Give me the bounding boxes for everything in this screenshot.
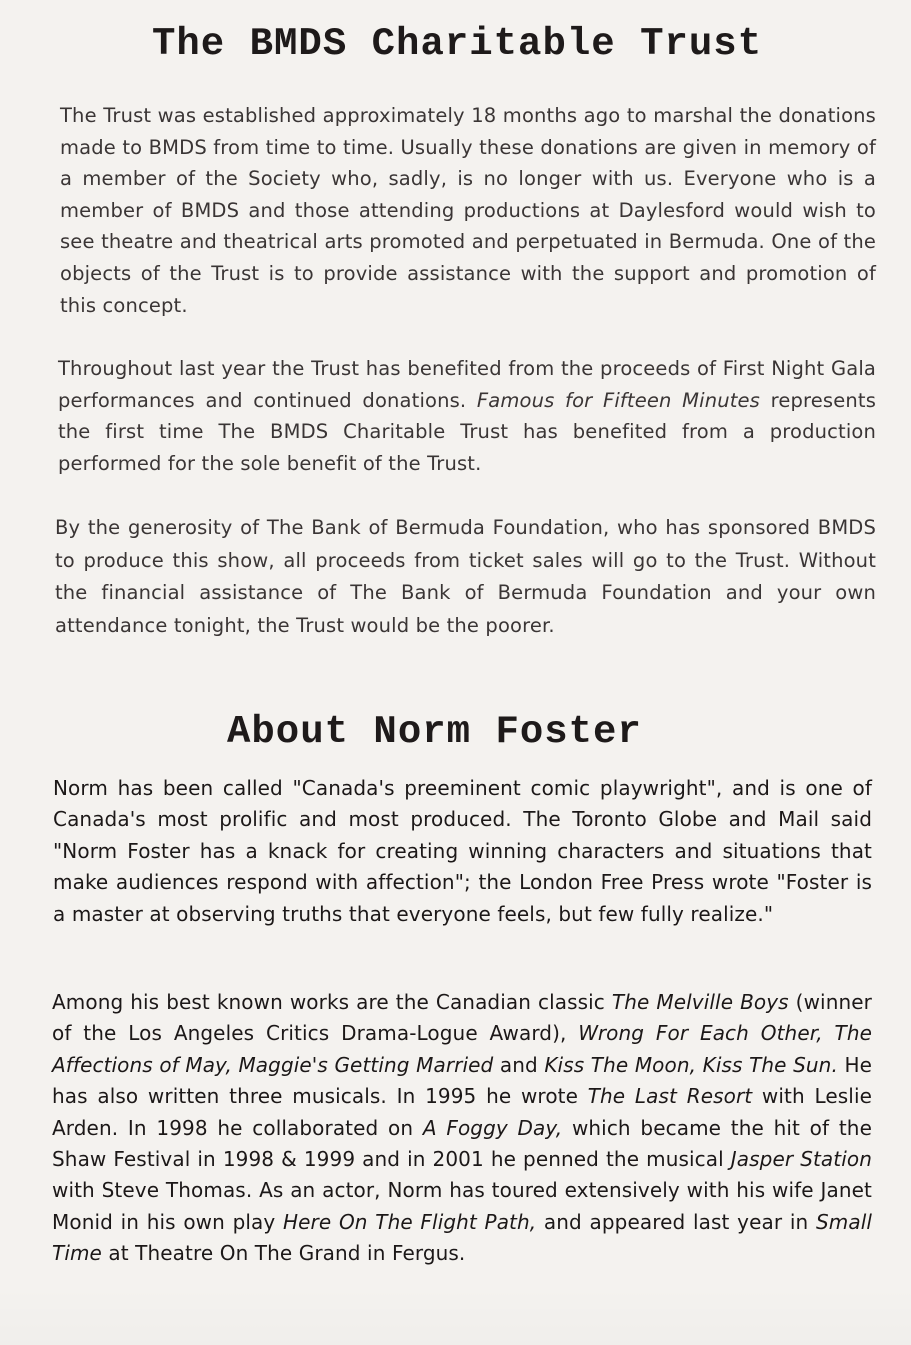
norm-p2-text-6: which became the hit of the Shaw Festival in 1998 & 1999 and in 2001 he penned the musical <box>52 1115 872 1172</box>
norm-paragraph-1: Norm has been called "Canada's preeminent comic playwright", and is one of Canada's most prolific and most produced. The Toronto Globe and Mail said "Norm Foster has a knack for creating winning characters and situations that make audiences respond with affection"; the London Free Press wrote "Foster is a master at observing truths that everyone feels, but few fully realize." <box>53 776 872 926</box>
trust-paragraph-2-text-2: represents the first time The BMDS Charitable Trust has benefited from a production performed for the sole benefit of the Trust. <box>58 388 876 475</box>
trust-paragraph-1: The Trust was established approximately 18 months ago to marshal the donations made to BMDS from time to time. Usually these donations are given in memory of a member of the Society who, sadly, is no longer with us. Everyone who is a member of BMDS and those attending productions at Daylesford would wish to see theatre and theatrical arts promoted and perpetuated in Bermuda. One of the objects of the Trust is to provide assistance with the support and promotion of this concept. <box>60 104 876 317</box>
work-title-small-time: Small Time <box>52 1209 873 1266</box>
work-title-foggy-day: A Foggy Day, <box>422 1115 563 1140</box>
trust-paragraph-3: By the generosity of The Bank of Bermuda Foundation, who has sponsored BMDS to produce this show, all proceeds from ticket sales will go to the Trust. Without the financial assistance of The Bank of Bermuda Foundation and your own attendance tonight, the Trust would be the poorer. <box>55 516 876 637</box>
work-title-flight-path: Here On The Flight Path, <box>283 1209 537 1234</box>
norm-paragraph-2 <box>52 987 872 1270</box>
norm-p2-text-4: He has also written three musicals. In 1995 he wrote <box>52 1052 873 1109</box>
work-title-jasper-station: Jasper Station <box>730 1147 872 1172</box>
norm-p2-text-2: (winner of the Los Angeles Critics Drama-Logue Award), <box>52 990 872 1046</box>
scan-bottom-shade <box>0 1285 911 1345</box>
norm-p2-text-8: and appeared last year in <box>536 1209 816 1234</box>
norm-p2-text-7: with Steve Thomas. As an actor, Norm has toured extensively with his wife Janet Monid in his own play <box>52 1178 872 1234</box>
trust-paragraph-2-text-1: Throughout last year the Trust has benefited from the proceeds of First Night Gala performances and continued donations. <box>58 357 876 412</box>
show-title-famous-for-fifteen-minutes: Famous for Fifteen Minutes <box>476 388 760 412</box>
work-titles-wrong-for-each-other: Wrong For Each Other, The Affections of May, Maggie's Getting Married <box>52 1021 872 1077</box>
norm-p2-text-3: and <box>493 1052 545 1077</box>
norm-p2-text-1: Among his best known works are the Canadian classic <box>52 990 612 1014</box>
trust-heading: The BMDS Charitable Trust <box>152 22 763 66</box>
work-title-melville-boys: The Melville Boys <box>611 990 789 1014</box>
norm-p2-text-9: at Theatre On The Grand in Fergus. <box>101 1241 466 1266</box>
trust-paragraph-2 <box>58 353 876 479</box>
norm-foster-heading: About Norm Foster <box>227 710 642 754</box>
norm-p2-text-5: with Leslie Arden. In 1998 he collaborated on <box>52 1084 873 1140</box>
work-title-kiss-the-moon: Kiss The Moon, Kiss The Sun. <box>544 1052 838 1077</box>
work-title-last-resort: The Last Resort <box>587 1084 753 1109</box>
